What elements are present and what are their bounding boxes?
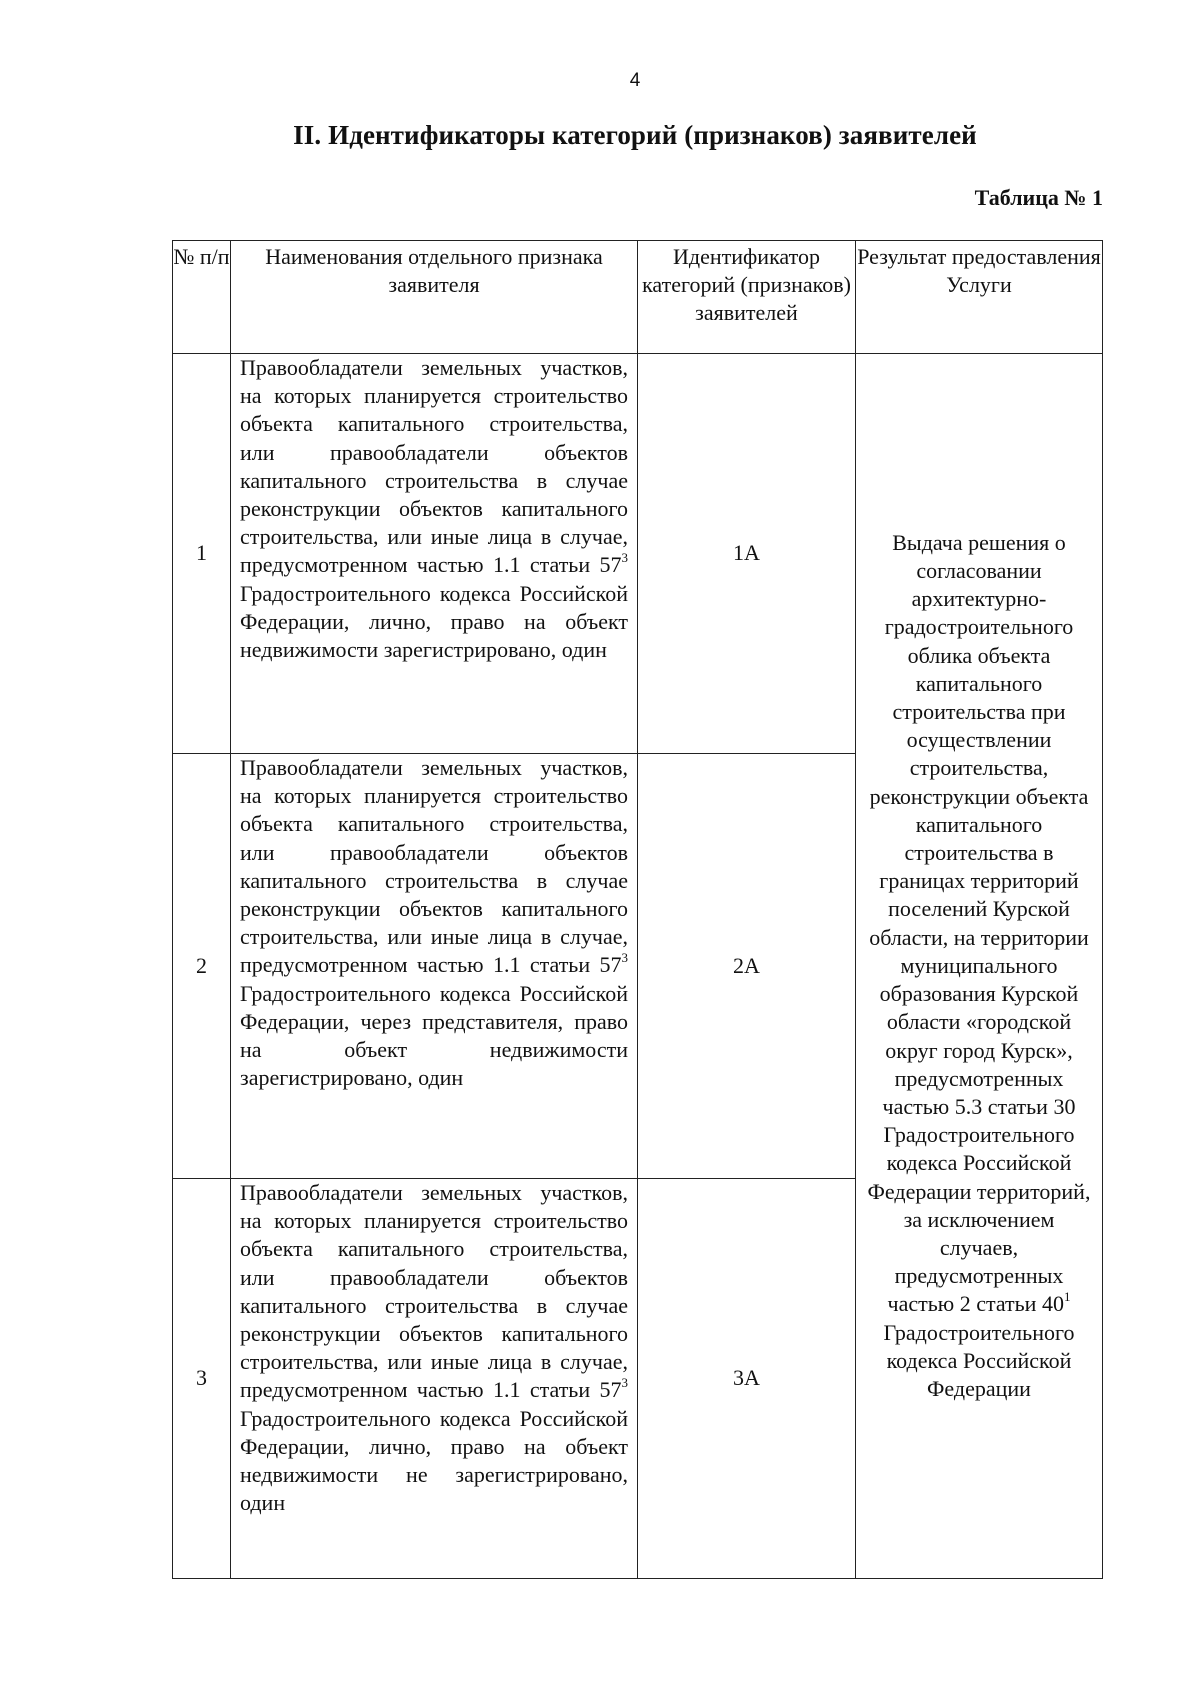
page-number: 4: [629, 70, 641, 91]
result-text-end: Градостроительного кодекса Российской Федерации: [883, 1319, 1075, 1401]
category-identifier: 2А: [638, 754, 856, 1179]
header-num: № п/п: [173, 241, 231, 354]
superscript: 1: [1063, 1289, 1071, 1304]
service-result: [856, 354, 1103, 1579]
superscript: 3: [621, 1375, 628, 1391]
row-number: 2: [173, 754, 231, 1179]
table-caption: Таблица № 1: [974, 185, 1103, 210]
feature-text: Правообладатели земельных участков, на которых планируется строительство объекта капитального строительства, или правообладатели объектов капитального строительства в случае реконструкции объектов капитального строительства, или иные лица в случае, предусмотренном частью 1.1 статьи 57: [240, 355, 628, 578]
feature-text: Правообладатели земельных участков, на которых планируется строительство объекта капитального строительства, или правообладатели объектов капитального строительства в случае реконструкции объектов капитального строительства, или иные лица в случае, предусмотренном частью 1.1 статьи 57: [240, 755, 628, 978]
category-identifier: 3А: [638, 1179, 856, 1579]
feature-text-end: Градостроительного кодекса Российской Федерации, через представителя, право на объект недвижимости зарегистрировано, один: [240, 980, 628, 1091]
applicant-feature-name: [231, 754, 638, 1179]
header-identifier: Идентификатор категорий (признаков) заявителей: [638, 241, 856, 354]
applicant-feature-name: [231, 1179, 638, 1579]
table-row: [173, 354, 1103, 754]
feature-text-end: Градостроительного кодекса Российской Федерации, лично, право на объект недвижимости зарегистрировано, один: [240, 580, 628, 663]
row-number: 1: [173, 354, 231, 754]
applicant-feature-name: [231, 354, 638, 754]
superscript: 3: [621, 950, 628, 966]
header-result: Результат предоставления Услуги: [856, 241, 1103, 354]
header-name: Наименования отдельного признака заявителя: [231, 241, 638, 354]
row-number: 3: [173, 1179, 231, 1579]
applicant-categories-table: [172, 240, 1103, 1579]
superscript: 3: [621, 550, 628, 566]
category-identifier: 1А: [638, 354, 856, 754]
section-title: II. Идентификаторы категорий (признаков) заявителей: [293, 120, 977, 150]
feature-text-end: Градостроительного кодекса Российской Федерации, лично, право на объект недвижимости не зарегистрировано, один: [240, 1405, 628, 1516]
table-header-row: [173, 241, 1103, 354]
result-text: Выдача решения о согласовании архитектурно-градостроительного облика объекта капитального строительства при осуществлении строительства, реконструкции объекта капитального строительства в границах территорий поселений Курской области, на территории муниципального образования Курской области «городской округ город Курск», предусмотренных частью 5.3 статьи 30 Градостроительного кодекса Российской Федерации территорий, за исключением случаев, предусмотренных частью 2 статьи 40: [867, 529, 1091, 1317]
feature-text: Правообладатели земельных участков, на которых планируется строительство объекта капитального строительства, или правообладатели объектов капитального строительства в случае реконструкции объектов капитального строительства, или иные лица в случае, предусмотренном частью 1.1 статьи 57: [240, 1180, 628, 1403]
